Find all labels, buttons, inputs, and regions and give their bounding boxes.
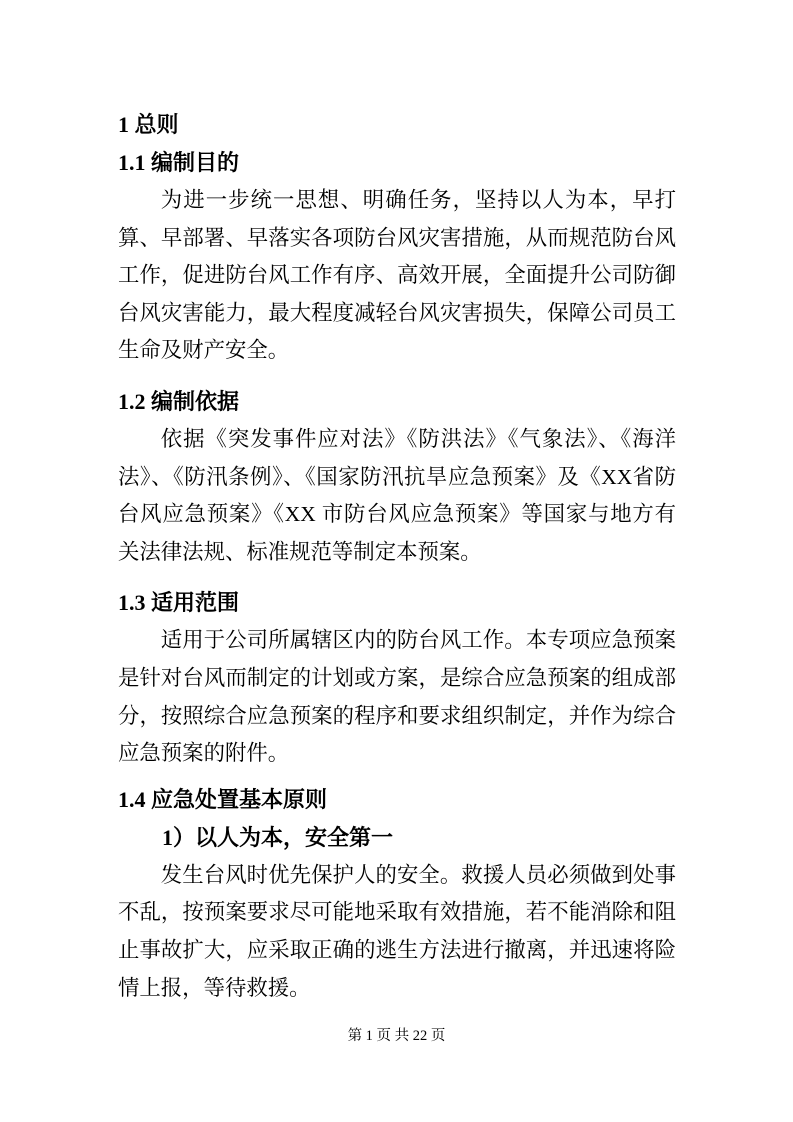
subsection-heading-principle-1: 1）以人为本，安全第一 [162,824,394,850]
section-basic-principles [118,781,676,1007]
paragraph-scope: 适用于公司所属辖区内的防台风工作。本专项应急预案是针对台风而制定的计划或方案，是综合应急预案的组成部分，按照综合应急预案的程序和要求组织制定，并作为综合应急预案的附件。 [118,628,676,766]
section-editorial-basis [118,383,676,571]
document-content [118,106,676,1007]
section-editorial-purpose [118,144,676,370]
chapter-heading: 1 总则 [118,112,179,137]
paragraph-basis: 依据《突发事件应对法》《防洪法》《气象法》、《海洋法》、《防汛条例》、《国家防汛抗旱应急预案》及《XX省防台风应急预案》《XX 市防台风应急预案》等国家与地方有关法律法规、标准规范等制定本预案。 [118,426,676,564]
paragraph-principle-1: 发生台风时优先保护人的安全。救援人员必须做到处事不乱，按预案要求尽可能地采取有效措施，若不能消除和阻止事故扩大，应采取正确的逃生方法进行撤离，并迅速将险情上报，等待救援。 [118,862,676,1000]
section-heading-1-2: 1.2 编制依据 [118,388,240,414]
page-number-indicator: 第 1 页 共 22 页 [347,1028,446,1044]
section-scope [118,584,676,772]
section-heading-1-4: 1.4 应急处置基本原则 [118,786,328,812]
section-heading-1-3: 1.3 适用范围 [118,590,240,616]
page-footer [0,1026,793,1046]
section-heading-1-1: 1.1 编制目的 [118,150,240,175]
paragraph-purpose: 为进一步统一思想、明确任务，坚持以人为本，早打算、早部署、早落实各项防台风灾害措施，从而规范防台风工作，促进防台风工作有序、高效开展，全面提升公司防御台风灾害能力，最大程度减轻台风灾害损失，保障公司员工生命及财产安全。 [118,188,676,363]
